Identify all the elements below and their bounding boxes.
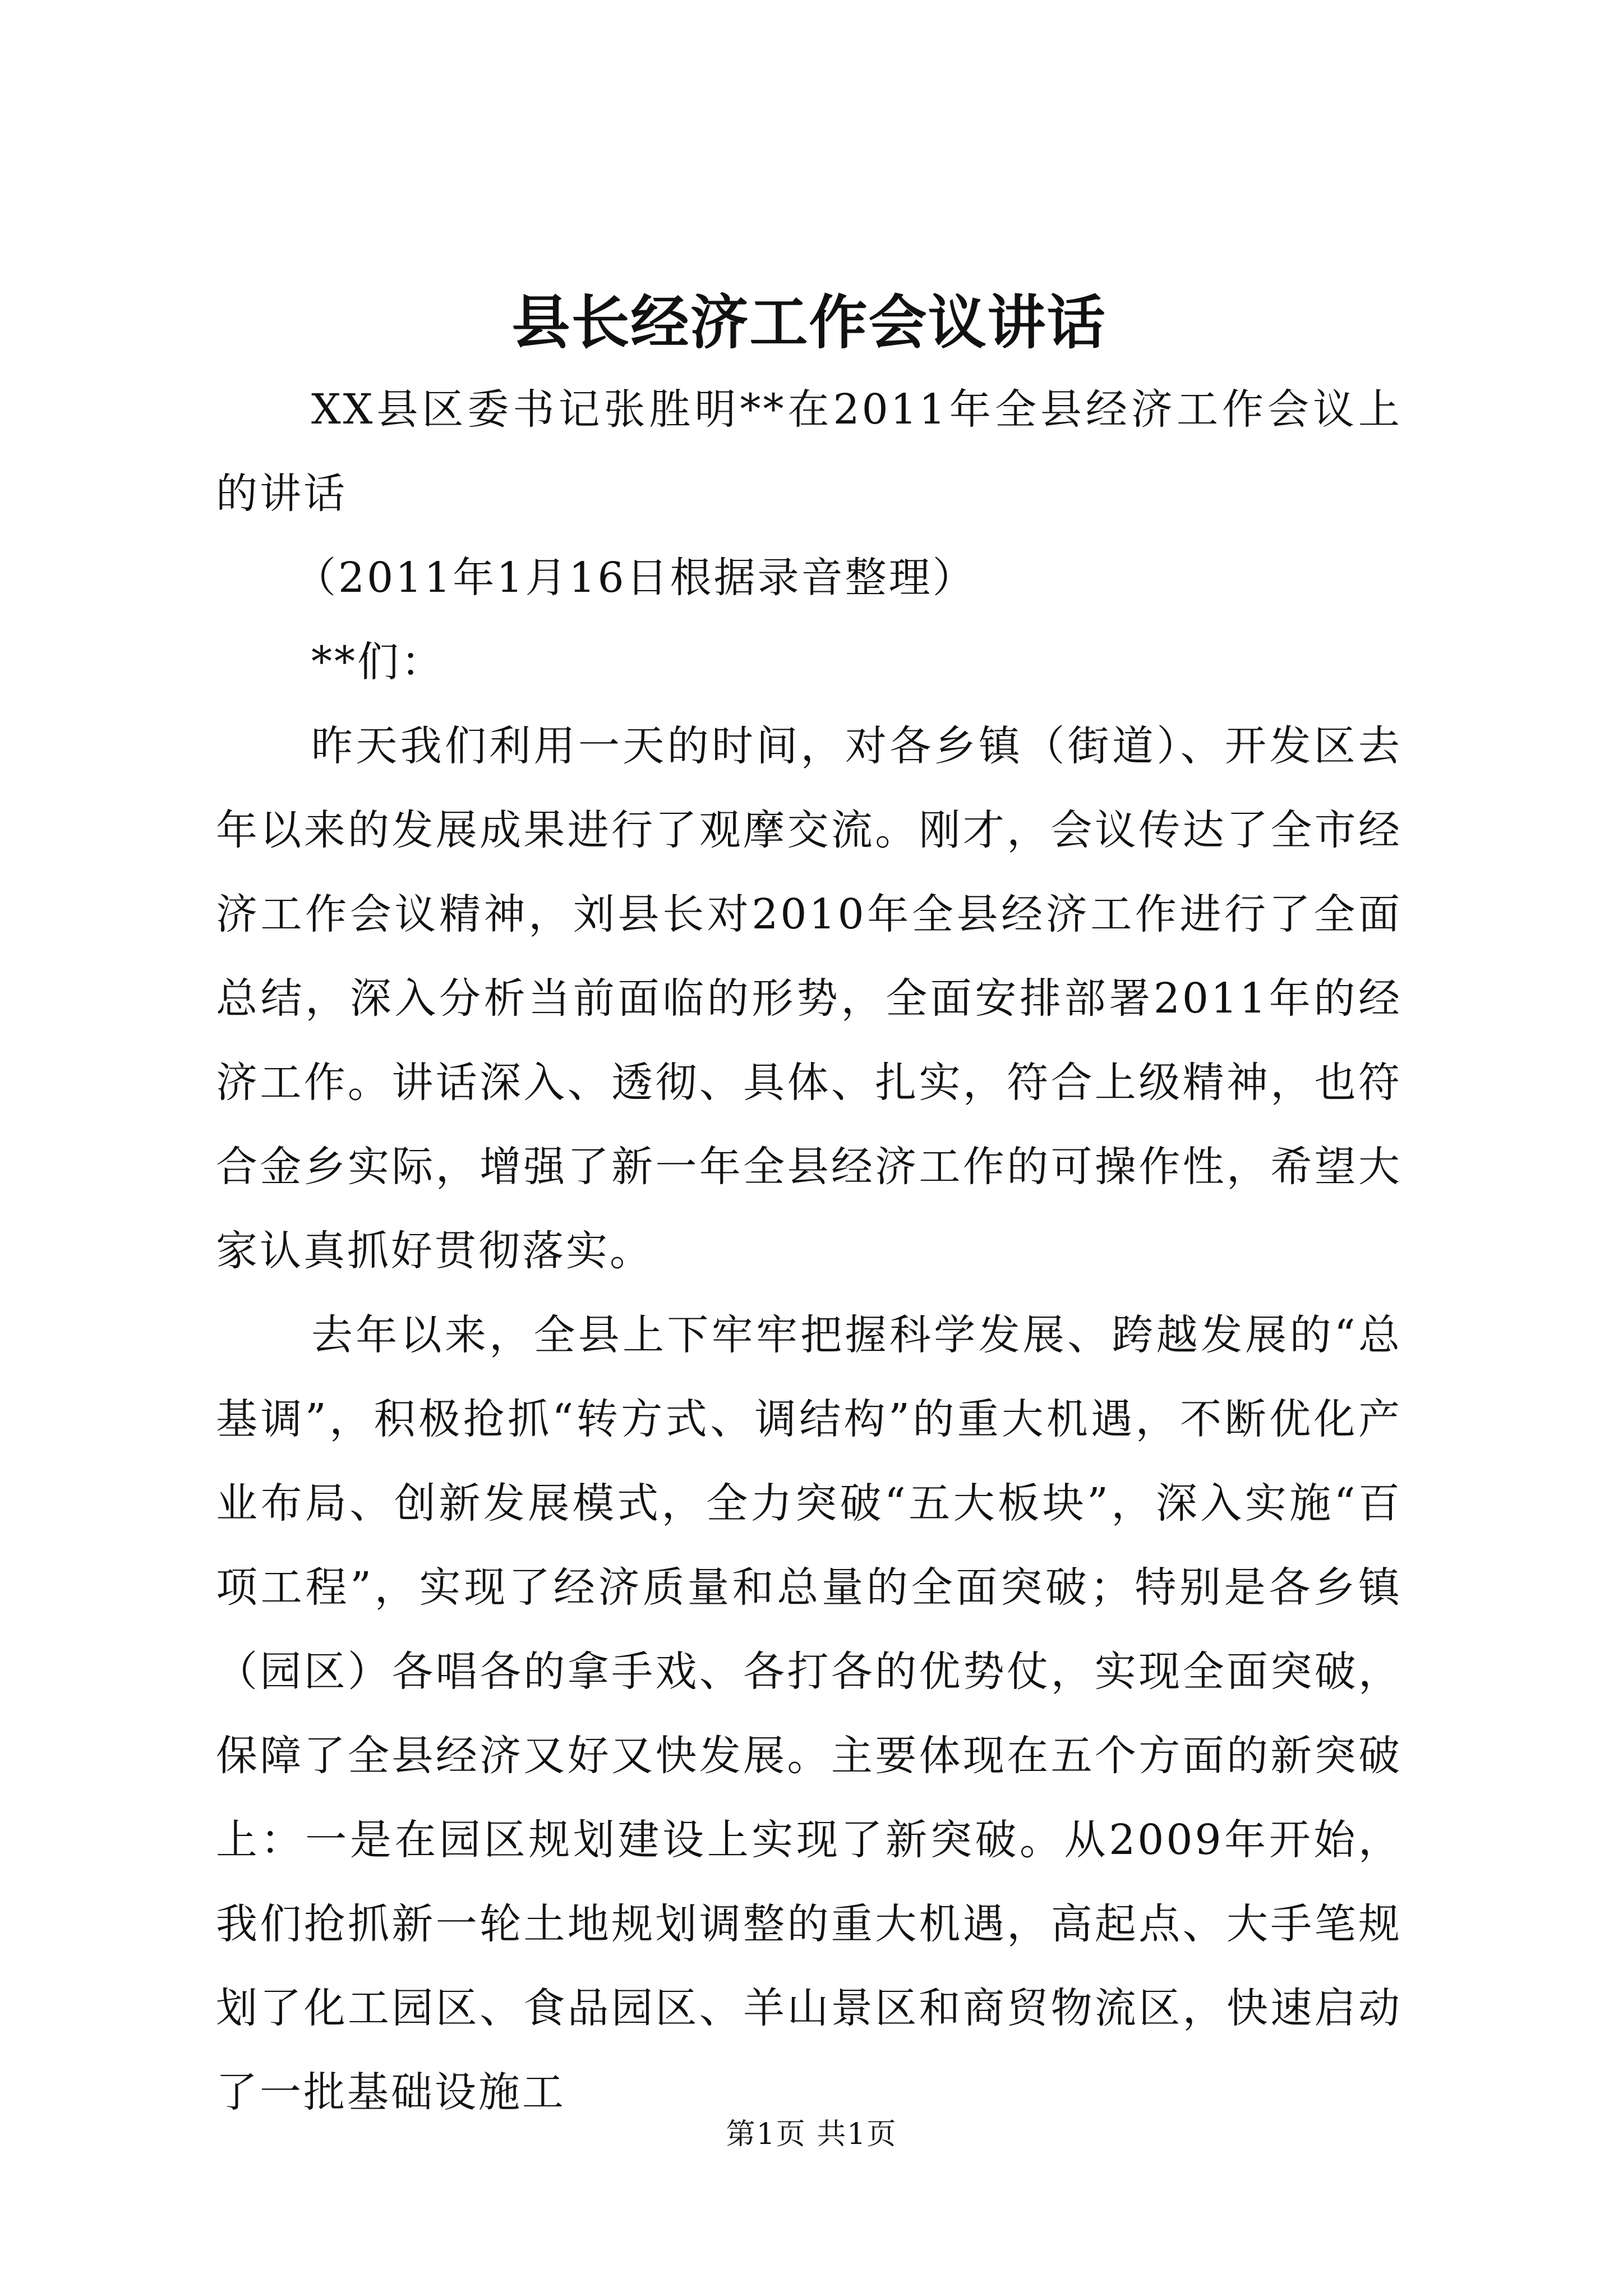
page-number-footer: 第1页 共1页 bbox=[726, 2118, 897, 2151]
recording-note: （2011年1月16日根据录音整理） bbox=[294, 554, 976, 602]
speech-heading: XX县区委书记张胜明**在2011年全县经济工作会议上的讲话 bbox=[216, 385, 1402, 518]
salutation: **们： bbox=[311, 638, 445, 686]
body-paragraph: 去年以来，全县上下牢牢把握科学发展、跨越发展的“总基调”，积极抢抓“转方式、调结构”的重大机遇，不断优化产业布局、创新发展模式，全力突破“五大板块”，深入实施“百项工程”，实现了经济质量和总量的全面突破；特别是各乡镇（园区）各唱各的拿手戏、各打各的优势仗，实现全面突破，保障了全县经济又好又快发展。主要体现在五个方面的新突破上：一是在园区规划建设上实现了新突破。从2009年开始，我们抢抓新一轮土地规划调整的重大机遇，高起点、大手笔规划了化工园区、食品园区、羊山景区和商贸物流区，快速启动了一批基础设施工 bbox=[216, 1311, 1402, 2116]
document-body bbox=[216, 278, 1402, 2134]
document-title: 县长经济工作会议讲话 bbox=[511, 288, 1106, 357]
body-paragraph: 昨天我们利用一天的时间，对各乡镇（街道）、开发区去年以来的发展成果进行了观摩交流。刚才，会议传达了全市经济工作会议精神，刘县长对2010年全县经济工作进行了全面总结，深入分析当前面临的形势，全面安排部署2011年的经济工作。讲话深入、透彻、具体、扎实，符合上级精神，也符合金乡实际，增强了新一年全县经济工作的可操作性，希望大家认真抓好贯彻落实。 bbox=[216, 722, 1402, 1275]
